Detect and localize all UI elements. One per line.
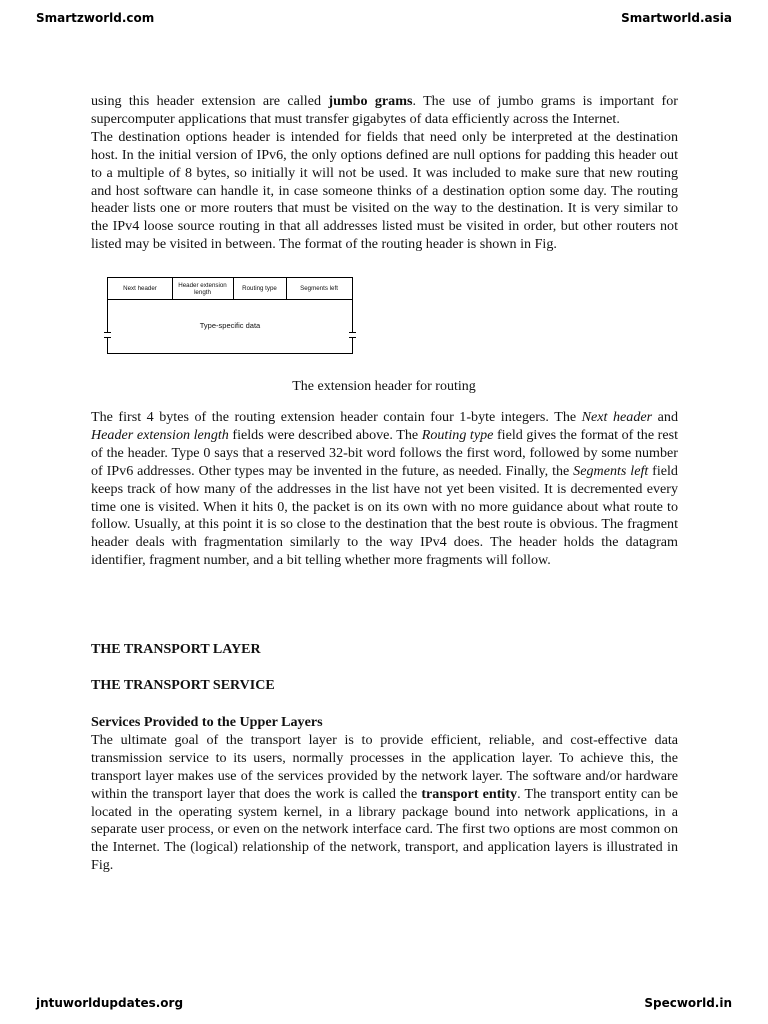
subheading-services-upper-layers: Services Provided to the Upper Layers xyxy=(91,714,323,730)
italic-term: Next header xyxy=(581,409,653,425)
body-text-middle xyxy=(91,409,678,570)
body-text-bottom xyxy=(91,714,678,875)
paragraph-routing-fields xyxy=(91,409,678,570)
text-run: The ultimate goal of the transport layer is to provide efficient, reliable, and cost-effective data transmission service to its users, normally processes in the application layer. To achieve this, the transport layer makes use of the services provided by the network layer. The software and/or hardware within the transport layer that does the work is called the xyxy=(91,731,678,802)
text-run: . The transport entity can be located in the operating system kernel, in a library package bound into network applications, in a separate user process, or even on the network interface card. The first two options are most common on the Internet. The (logical) relationship of the network, transport, and application layers is illustrated in Fig. xyxy=(91,785,678,874)
bold-term-jumbo-grams: jumbo grams xyxy=(328,93,413,109)
heading-transport-layer: THE TRANSPORT LAYER xyxy=(91,642,261,657)
right-break-mark xyxy=(349,332,356,338)
field-type-specific-data: Type-specific data xyxy=(199,321,261,330)
footer-right-site: Specworld.in xyxy=(644,996,732,1010)
text-run: field keeps track of how many of the addresses in the list have not yet been visited. It is decremented every time one is visited. When it hits 0, the packet is on its own with no more guidance about what route to follow. Usually, at this point it is so close to the destination that the best route is obvious. The fragment header deals with fragmentation similarly to the way IPv4 does. The header holds the datagram identifier, fragment number, and a bit telling whether more fragments will follow. xyxy=(91,462,678,569)
text-run: using this header extension are called xyxy=(91,93,329,109)
text-run: field gives the format of the rest of the header. Type 0 says that a reserved 32-bit word follows the first word, followed by some number of IPv6 addresses. Other types may be invented in the future, as needed. Finally, the xyxy=(91,426,678,479)
italic-term: Routing type xyxy=(421,426,494,443)
field-header-extension-length: Header extension length xyxy=(172,278,234,300)
header-left-site: Smartzworld.com xyxy=(36,11,155,25)
footer-left-site: jntuworldupdates.org xyxy=(36,996,184,1010)
paragraph-transport-entity xyxy=(91,732,678,875)
left-break-mark xyxy=(104,332,111,338)
text-run: The first 4 bytes of the routing extension header contain four 1-byte integers. The xyxy=(91,409,582,425)
text-run: and xyxy=(652,409,678,425)
field-next-header: Next header xyxy=(108,278,173,300)
heading-transport-service: THE TRANSPORT SERVICE xyxy=(91,678,275,693)
body-text-top xyxy=(91,93,678,254)
text-run: fields were described above. The xyxy=(228,426,422,443)
italic-term: Header extension length xyxy=(91,426,229,443)
bold-term-transport-entity: transport entity xyxy=(421,785,518,802)
text-run: . The use of jumbo grams is important for supercomputer applications that must transfer gigabytes of data efficiently across the Internet. xyxy=(91,93,678,127)
field-routing-type: Routing type xyxy=(233,278,287,300)
paragraph-jumbo-grams xyxy=(91,93,678,129)
field-segments-left: Segments left xyxy=(286,278,353,300)
header-right-site: Smartworld.asia xyxy=(621,11,732,25)
routing-header-diagram xyxy=(107,277,353,354)
paragraph-destination-options: The destination options header is intended for fields that need only be interpreted at the destination host. In the initial version of IPv6, the only options defined are null options for padding this header out to a multiple of 8 bytes, so initially it will not be used. It was included to make sure that new routing and host software can handle it, in case someone thinks of a destination option some day. The routing header lists one or more routers that must be visited on the way to the destination. It is very similar to the IPv4 loose source routing in that all addresses listed must be visited in order, but other routers not listed may be visited in between. The format of the routing header is shown in Fig. xyxy=(91,128,678,253)
figure-caption: The extension header for routing xyxy=(292,379,476,394)
italic-term: Segments left xyxy=(573,462,649,479)
